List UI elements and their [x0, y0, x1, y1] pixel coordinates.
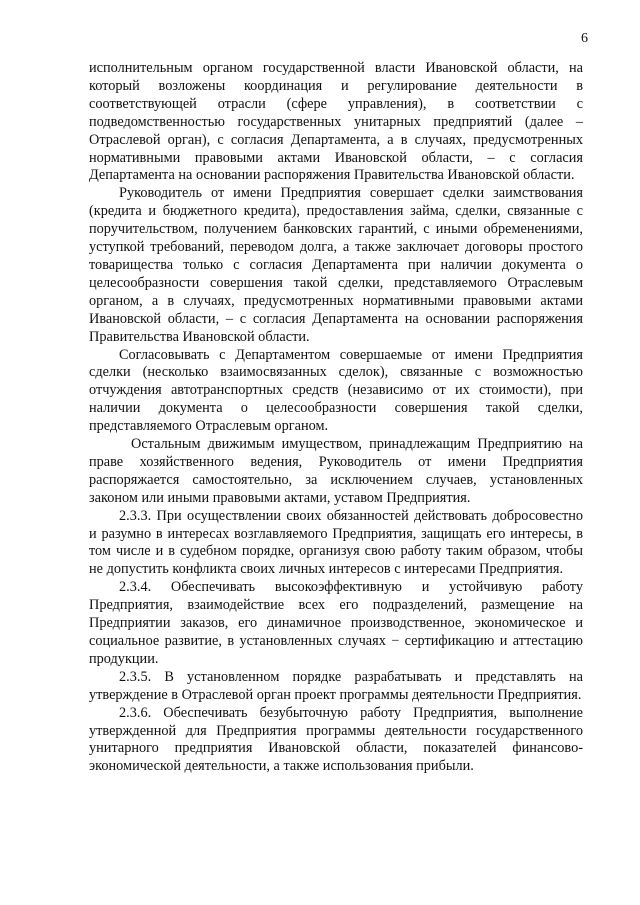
- clause-2-3-5: 2.3.5. В установленном порядке разрабатывать и представлять на утверждение в Отраслевой орган проект программы деятельности Предприятия.: [89, 668, 583, 703]
- paragraph-movable-property: Остальным движимым имуществом, принадлежащим Предприятию на праве хозяйственного ведения, Руководитель от имени Предприятия распоряжается самостоятельно, за исключением случаев, установленных законом или иными правовыми актами, уставом Предприятия.: [89, 436, 583, 506]
- clause-2-3-4: 2.3.4. Обеспечивать высокоэффективную и устойчивую работу Предприятия, взаимодействие всех его подразделений, размещение на Предприятии заказов, его динамичное производственное, экономическое и социальное развитие, в установленных случаях − сертификацию и аттестацию продукции.: [89, 579, 583, 667]
- paragraph-borrowing-deals: Руководитель от имени Предприятия совершает сделки заимствования (кредита и бюджетного кредита), предоставления займа, сделки, связанные с поручительством, получением банковских гарантий, с иными обременениями, уступкой требований, переводом долга, а также заключает договоры простого товарищества только с согласия Департамента при наличии документа о целесообразности совершения такой сделки, представляемого Отраслевым органом, а в случаях, предусмотренных нормативными правовыми актами Ивановской области, – с согласия Департамента на основании распоряжения Правительства Ивановской области.: [89, 185, 583, 345]
- clause-2-3-3: 2.3.3. При осуществлении своих обязанностей действовать добросовестно и разумно в интересах возглавляемого Предприятия, защищать его интересы, в том числе и в судебном порядке, организуя свою работу таким образом, чтобы не допустить конфликта своих личных интересов с интересами Предприятия.: [89, 507, 583, 578]
- page-number: 6: [581, 31, 588, 46]
- clause-2-3-6: 2.3.6. Обеспечивать безубыточную работу Предприятия, выполнение утвержденной для Предприятия программы деятельности государственного унитарного предприятия Ивановской области, показателей финансово-экономической деятельности, а также использования прибыли.: [89, 704, 583, 775]
- paragraph-vehicle-deals: Согласовывать с Департаментом совершаемые от имени Предприятия сделки (несколько взаимосвязанных сделок), связанные с возможностью отчуждения автотранспортных средств (независимо от их стоимости), при наличии документа о целесообразности совершения такой сделки, представляемого Отраслевым органом.: [89, 346, 583, 435]
- document-body: [89, 60, 583, 776]
- paragraph-continuation: исполнительным органом государственной власти Ивановской области, на который возложены координация и регулирование деятельности в соответствующей отрасли (сфере управления), в соответствии с подведомственностью государственных унитарных предприятий (далее – Отраслевой орган), с согласия Департамента, а в случаях, предусмотренных нормативными правовыми актами Ивановской области, – с согласия Департамента на основании распоряжения Правительства Ивановской области.: [89, 60, 583, 184]
